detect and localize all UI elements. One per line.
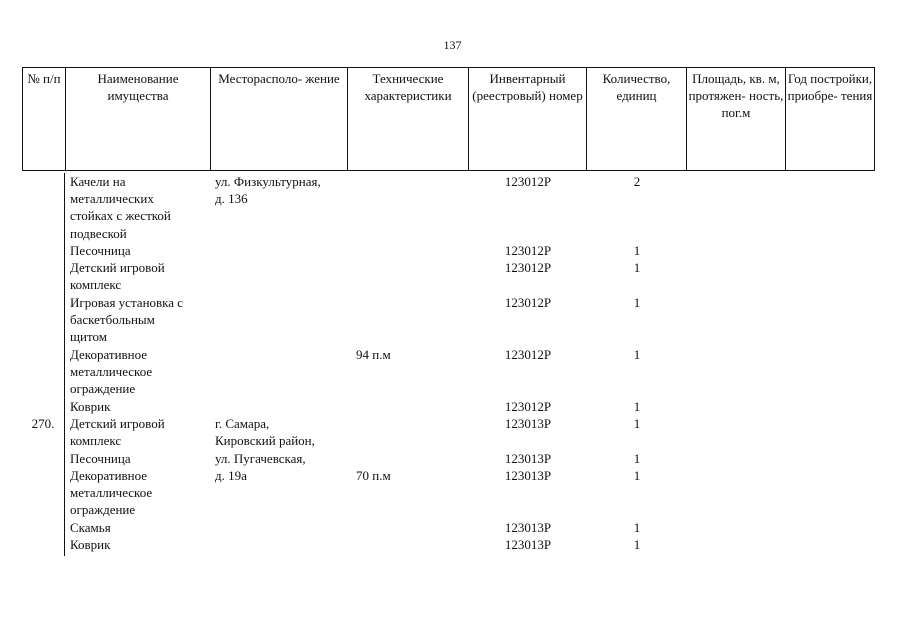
cell-quantity: 1 [633, 347, 641, 362]
cell-name: Песочница [70, 451, 131, 466]
header-quantity: Количество, единиц [586, 67, 686, 171]
table-body [22, 173, 875, 573]
cell-name: Декоративное металлическое ограждение [70, 468, 153, 518]
cell-inventory: 123012Р [504, 347, 552, 362]
cell-quantity: 1 [633, 260, 641, 275]
cell-name: Коврик [70, 537, 111, 552]
cell-name: Скамья [70, 520, 111, 535]
table-header [22, 67, 875, 171]
cell-inventory: 123012Р [504, 399, 552, 414]
cell-location: ул. Пугачевская, [215, 451, 306, 466]
cell-quantity: 1 [633, 295, 641, 310]
header-tech: Технические характеристики [347, 67, 468, 171]
cell-name: Детский игровой комплекс [70, 260, 165, 293]
cell-quantity: 2 [633, 174, 641, 189]
cell-name: Детский игровой комплекс [70, 416, 165, 449]
cell-inventory: 123012Р [504, 174, 552, 189]
header-area: Площадь, кв. м, протяжен- ность, пог.м [686, 67, 785, 171]
cell-quantity: 1 [633, 537, 641, 552]
cell-inventory: 123013Р [504, 520, 552, 535]
cell-quantity: 1 [633, 416, 641, 431]
cell-name: Игровая установка с баскетбольным щитом [70, 295, 184, 345]
cell-location: д. 19а [215, 468, 247, 483]
cell-inventory: 123012Р [504, 243, 552, 258]
cell-name: Качели на металлических стойках с жесткой подвеской [70, 174, 171, 241]
cell-quantity: 1 [633, 468, 641, 483]
header-location: Месторасполо- жение [210, 67, 347, 171]
cell-tech: 94 п.м [356, 347, 391, 362]
cell-inventory: 123013Р [504, 468, 552, 483]
cell-num: 270. [31, 416, 55, 431]
cell-name: Декоративное металлическое ограждение [70, 347, 153, 397]
header-inventory: Инвентарный (реестровый) номер [468, 67, 586, 171]
cell-name: Коврик [70, 399, 111, 414]
cell-inventory: 123012Р [504, 295, 552, 310]
cell-tech: 70 п.м [356, 468, 391, 483]
cell-inventory: 123013Р [504, 416, 552, 431]
cell-quantity: 1 [633, 243, 641, 258]
cell-inventory: 123013Р [504, 537, 552, 552]
header-name: Наименование имущества [65, 67, 210, 171]
cell-quantity: 1 [633, 451, 641, 466]
cell-inventory: 123013Р [504, 451, 552, 466]
page-number: 137 [443, 38, 462, 52]
cell-quantity: 1 [633, 520, 641, 535]
cell-location: г. Самара, Кировский район, [215, 416, 315, 449]
cell-quantity: 1 [633, 399, 641, 414]
cell-inventory: 123012Р [504, 260, 552, 275]
header-year: Год постройки, приобре- тения [785, 67, 875, 171]
column-divider [64, 173, 65, 556]
header-num: № п/п [22, 67, 65, 171]
cell-location: ул. Физкультурная, д. 136 [215, 174, 321, 207]
cell-name: Песочница [70, 243, 131, 258]
